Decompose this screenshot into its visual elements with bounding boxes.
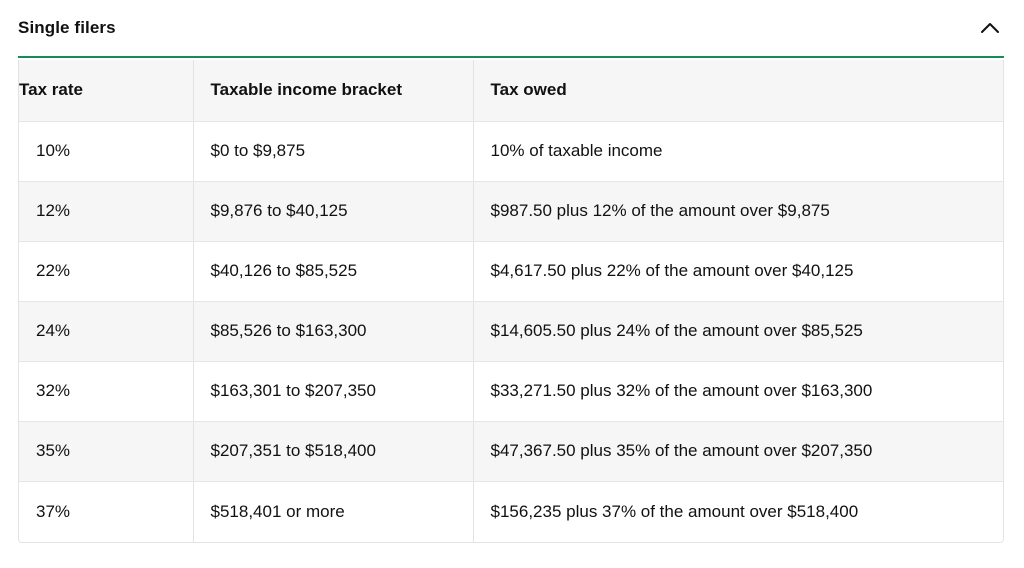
collapse-toggle-button[interactable] (976, 14, 1004, 42)
income-bracket-cell: $85,526 to $163,300 (193, 301, 473, 361)
accordion-title: Single filers (18, 18, 116, 37)
tax-rate-cell: 22% (19, 241, 193, 301)
table-row (19, 301, 1003, 361)
tax-bracket-table (19, 60, 1003, 542)
tax-owed-cell: $156,235 plus 37% of the amount over $518,400 (473, 481, 1003, 542)
tax-rate-cell: 24% (19, 301, 193, 361)
table-row (19, 481, 1003, 542)
tax-owed-cell: $33,271.50 plus 32% of the amount over $163,300 (473, 361, 1003, 421)
tax-owed-cell: $987.50 plus 12% of the amount over $9,875 (473, 181, 1003, 241)
income-bracket-cell: $9,876 to $40,125 (193, 181, 473, 241)
chevron-up-icon (980, 22, 1000, 34)
tax-rate-cell: 35% (19, 421, 193, 481)
table-row (19, 241, 1003, 301)
tax-owed-cell: $47,367.50 plus 35% of the amount over $207,350 (473, 421, 1003, 481)
tax-owed-cell: 10% of taxable income (473, 121, 1003, 181)
tax-rate-cell: 10% (19, 121, 193, 181)
table-header-row (19, 60, 1003, 121)
income-bracket-cell: $518,401 or more (193, 481, 473, 542)
tax-owed-cell: $4,617.50 plus 22% of the amount over $40,125 (473, 241, 1003, 301)
income-bracket-cell: $40,126 to $85,525 (193, 241, 473, 301)
income-bracket-cell: $207,351 to $518,400 (193, 421, 473, 481)
tax-rate-cell: 37% (19, 481, 193, 542)
tax-bracket-table-container (18, 60, 1004, 543)
column-header-tax-rate: Tax rate (19, 60, 193, 121)
table-row (19, 181, 1003, 241)
tax-rate-cell: 32% (19, 361, 193, 421)
column-header-tax-owed: Tax owed (473, 60, 1003, 121)
income-bracket-cell: $163,301 to $207,350 (193, 361, 473, 421)
column-header-income-bracket: Taxable income bracket (193, 60, 473, 121)
table-row (19, 121, 1003, 181)
table-row (19, 421, 1003, 481)
tax-owed-cell: $14,605.50 plus 24% of the amount over $85,525 (473, 301, 1003, 361)
income-bracket-cell: $0 to $9,875 (193, 121, 473, 181)
table-row (19, 361, 1003, 421)
accordion-header[interactable] (18, 0, 1004, 58)
tax-rate-cell: 12% (19, 181, 193, 241)
